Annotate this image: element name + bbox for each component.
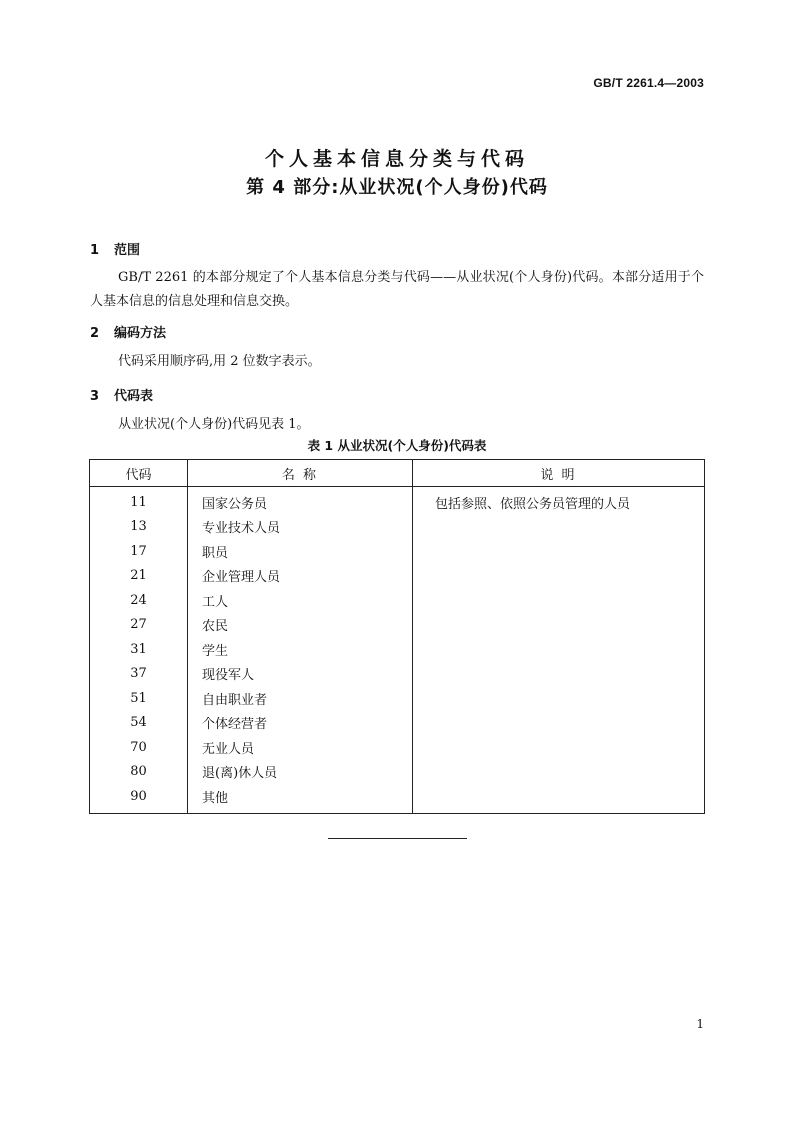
cell-name: 个体经营者: [188, 711, 413, 736]
cell-name: 退(离)休人员: [188, 760, 413, 785]
cell-code: 51: [90, 686, 188, 711]
document-subtitle: 第 4 部分:从业状况(个人身份)代码: [246, 177, 548, 198]
cell-description: [413, 784, 705, 813]
cell-name: 自由职业者: [188, 686, 413, 711]
cell-description: [413, 711, 705, 736]
table-row: [90, 735, 705, 760]
cell-code: 24: [90, 588, 188, 613]
cell-code: 31: [90, 637, 188, 662]
cell-code: 37: [90, 662, 188, 687]
header-code: 代码: [90, 460, 188, 487]
table-row: [90, 487, 705, 515]
section-title: 代码表: [114, 389, 154, 404]
section-coding-method-text: 代码采用顺序码,用 2 位数字表示。: [118, 354, 321, 369]
table-row: [90, 588, 705, 613]
table-header-row: [90, 460, 705, 487]
section-heading-scope: [90, 239, 140, 258]
cell-code: 27: [90, 613, 188, 638]
table-row: [90, 711, 705, 736]
cell-description: [413, 564, 705, 589]
cell-description: [413, 735, 705, 760]
cell-name: 职员: [188, 539, 413, 564]
code-table: [89, 459, 705, 814]
cell-code: 90: [90, 784, 188, 813]
cell-name: 企业管理人员: [188, 564, 413, 589]
table-row: [90, 613, 705, 638]
table-row: [90, 686, 705, 711]
section-scope-text: GB/T 2261 的本部分规定了个人基本信息分类与代码——从业状况(个人身份)代码。本部分适用于个人基本信息的信息处理和信息交换。: [90, 270, 704, 309]
section-number: 3: [90, 389, 100, 404]
cell-name: 农民: [188, 613, 413, 638]
cell-description: [413, 515, 705, 540]
table-row: [90, 662, 705, 687]
section-code-table-text: 从业状况(个人身份)代码见表 1。: [118, 417, 310, 432]
cell-description: [413, 539, 705, 564]
cell-description: [413, 662, 705, 687]
cell-code: 21: [90, 564, 188, 589]
cell-description: [413, 613, 705, 638]
table-row: [90, 515, 705, 540]
cell-code: 80: [90, 760, 188, 785]
cell-name: 专业技术人员: [188, 515, 413, 540]
document-title: 个人基本信息分类与代码: [264, 148, 529, 170]
cell-code: 11: [90, 487, 188, 515]
table-row: [90, 539, 705, 564]
cell-name: 无业人员: [188, 735, 413, 760]
section-heading-coding-method: [90, 322, 166, 341]
cell-description: [413, 760, 705, 785]
cell-code: 54: [90, 711, 188, 736]
section-number: 1: [90, 243, 100, 258]
section-number: 2: [90, 326, 100, 341]
cell-name: 其他: [188, 784, 413, 813]
header-name: 名 称: [188, 460, 413, 487]
page-number: 1: [696, 1017, 704, 1031]
cell-code: 17: [90, 539, 188, 564]
section-title: 范围: [114, 243, 141, 258]
cell-description: 包括参照、依照公务员管理的人员: [413, 487, 705, 515]
table-row: [90, 784, 705, 813]
end-divider: [328, 838, 467, 839]
table-row: [90, 760, 705, 785]
cell-code: 13: [90, 515, 188, 540]
cell-name: 学生: [188, 637, 413, 662]
table-caption: 表 1 从业状况(个人身份)代码表: [307, 438, 487, 453]
cell-description: [413, 686, 705, 711]
cell-code: 70: [90, 735, 188, 760]
cell-name: 国家公务员: [188, 487, 413, 515]
header-description: 说 明: [413, 460, 705, 487]
cell-name: 现役军人: [188, 662, 413, 687]
cell-description: [413, 637, 705, 662]
standard-code: GB/T 2261.4—2003: [593, 76, 704, 90]
table-row: [90, 637, 705, 662]
cell-description: [413, 588, 705, 613]
table-body: [90, 487, 705, 814]
table-row: [90, 564, 705, 589]
cell-name: 工人: [188, 588, 413, 613]
section-title: 编码方法: [114, 326, 167, 341]
section-heading-code-table: [90, 385, 153, 404]
